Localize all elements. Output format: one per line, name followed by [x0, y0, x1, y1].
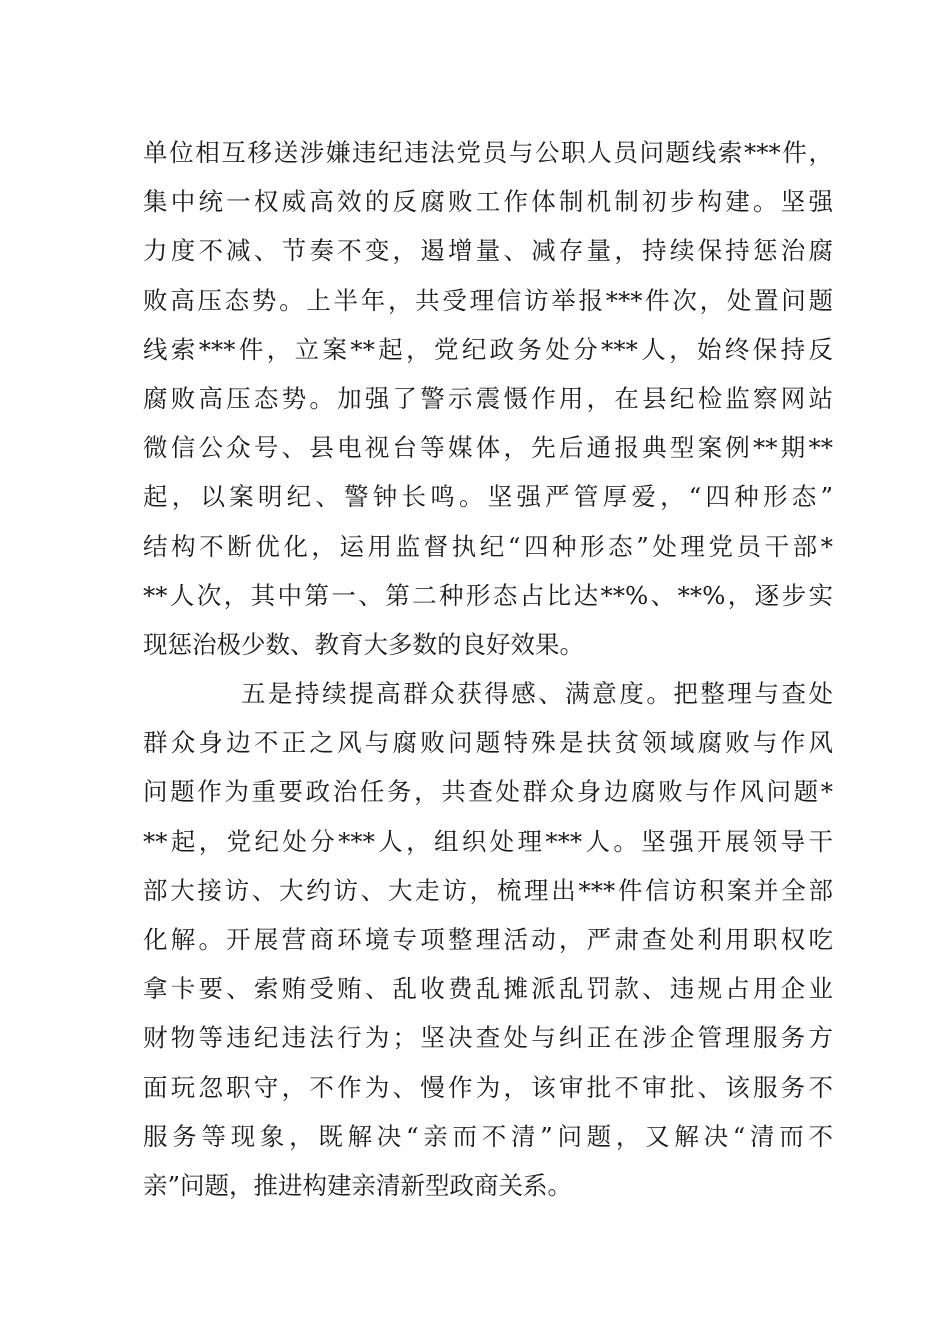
- paragraph: [143, 128, 833, 669]
- text-line: 亲”问题，推进构建亲清新型政商关系。: [143, 1170, 573, 1200]
- text-line: 群众身边不正之风与腐败问题特殊是扶贫领域腐败与作风: [143, 728, 833, 758]
- text-line: 腐败高压态势。加强了警示震慑作用，在县纪检监察网站: [143, 383, 833, 413]
- text-line: 财物等违纪违法行为；坚决查处与纠正在涉企管理服务方: [143, 1023, 833, 1053]
- paragraph: [143, 669, 833, 1210]
- text-line: 力度不减、节奏不变，遏增量、减存量，持续保持惩治腐: [143, 236, 833, 266]
- text-line: 结构不断优化，运用监督执纪“四种形态”处理党员干部*: [143, 531, 833, 561]
- text-line: 单位相互移送涉嫌违纪违法党员与公职人员问题线索***件，: [143, 138, 833, 167]
- text-line: 败高压态势。上半年，共受理信访举报***件次，处置问题: [143, 285, 833, 315]
- text-line: 化解。开展营商环境专项整理活动，严肃查处利用职权吃: [143, 925, 833, 954]
- document-body: [143, 128, 833, 1210]
- text-line: 问题作为重要政治任务，共查处群众身边腐败与作风问题*: [143, 777, 833, 807]
- text-line: 线索***件，立案**起，党纪政务处分***人，始终保持反: [143, 334, 833, 364]
- text-line: 服务等现象，既解决“亲而不清”问题，又解决“清而不: [143, 1121, 833, 1151]
- text-line: 面玩忽职守，不作为、慢作为，该审批不审批、该服务不: [143, 1072, 833, 1102]
- text-line: 五是持续提高群众获得感、满意度。把整理与查处: [241, 679, 833, 709]
- text-line: 部大接访、大约访、大走访，梳理出***件信访积案并全部: [143, 875, 833, 905]
- text-line: 微信公众号、县电视台等媒体，先后通报典型案例**期**: [143, 433, 833, 463]
- text-line: **人次，其中第一、第二种形态占比达**%、**%，逐步实: [143, 580, 833, 610]
- text-line: 现惩治极少数、教育大多数的良好效果。: [143, 629, 584, 659]
- text-line: 拿卡要、索贿受贿、乱收费乱摊派乱罚款、违规占用企业: [143, 974, 833, 1004]
- text-line: 集中统一权威高效的反腐败工作体制机制初步构建。坚强: [143, 187, 833, 217]
- text-line: 起，以案明纪、警钟长鸣。坚强严管厚爱，“四种形态”: [143, 482, 833, 512]
- text-line: **起，党纪处分***人，组织处理***人。坚强开展领导干: [143, 826, 833, 856]
